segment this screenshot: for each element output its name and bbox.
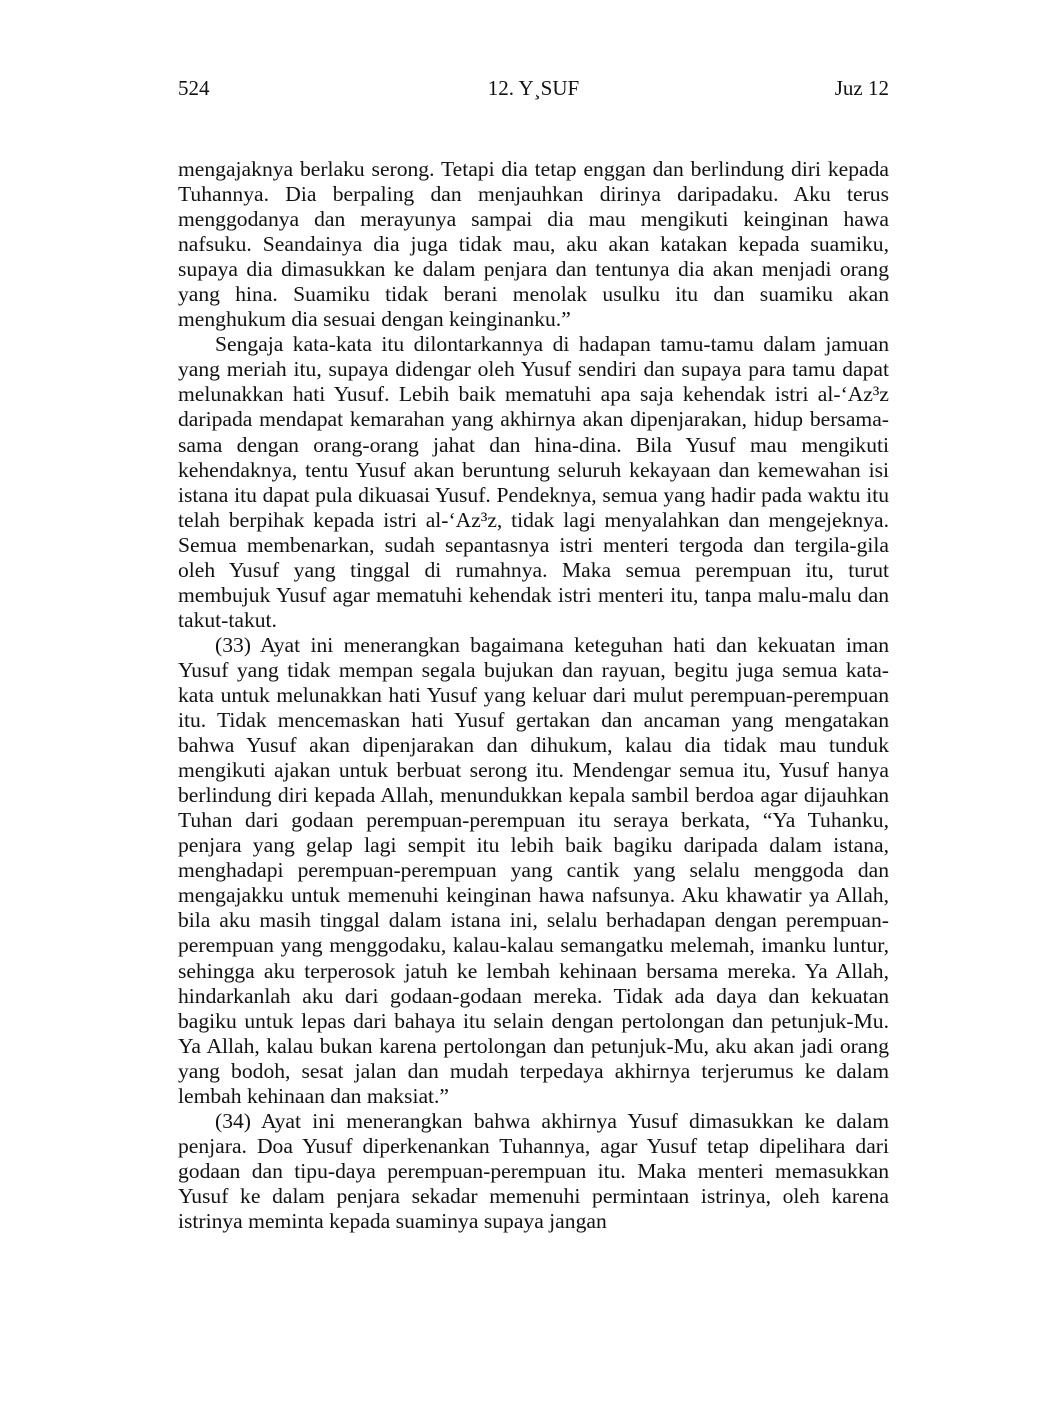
paragraph: Sengaja kata-kata itu dilontarkannya di hadapan tamu-tamu dalam jamuan yang meriah itu, supaya didengar oleh Yusuf sendiri dan supaya para tamu dapat melunakkan hati Yusuf. Lebih baik mematuhi apa saja kehendak istri al-‘Az³z daripada mendapat kemarahan yang akhirnya akan dipenjarakan, hidup bersama-sama dengan orang-orang jahat dan hina-dina. Bila Yusuf mau mengikuti kehendaknya, tentu Yusuf akan beruntung seluruh kekayaan dan kemewahan isi istana itu dapat pula dikuasai Yusuf. Pendeknya, semua yang hadir pada waktu itu telah berpihak kepada istri al-‘Az³z, tidak lagi menyalahkan dan mengejeknya. Semua membenarkan, sudah sepantasnya istri menteri tergoda dan tergila-gila oleh Yusuf yang tinggal di rumahnya. Maka semua perempuan itu, turut membujuk Yusuf agar mematuhi kehendak istri menteri itu, tanpa malu-malu dan takut-takut.	[178, 332, 889, 632]
page-number: 524	[178, 76, 210, 100]
running-header	[178, 76, 889, 104]
paragraph: mengajaknya berlaku serong. Tetapi dia tetap enggan dan berlindung diri kepada Tuhannya. Dia berpaling dan menjauhkan dirinya daripadaku. Aku terus menggodanya dan merayunya sampai dia mau mengikuti keinginan hawa nafsuku. Seandainya dia juga tidak mau, aku akan katakan kepada suamiku, supaya dia dimasukkan ke dalam penjara dan tentunya dia akan menjadi orang yang hina. Suamiku tidak berani menolak usulku itu dan suamiku akan menghukum dia sesuai dengan keinginanku.”	[178, 157, 889, 332]
paragraph: (34) Ayat ini menerangkan bahwa akhirnya Yusuf dimasukkan ke dalam penjara. Doa Yusuf diperkenankan Tuhannya, agar Yusuf tetap dipelihara dari godaan dan tipu-daya perempuan-perempuan itu. Maka menteri memasukkan Yusuf ke dalam penjara sekadar memenuhi permintaan istrinya, oleh karena istrinya meminta kepada suaminya supaya jangan	[178, 1108, 889, 1233]
chapter-title: 12. Y¸SUF	[487, 76, 580, 100]
paragraph: (33) Ayat ini menerangkan bagaimana keteguhan hati dan kekuatan iman Yusuf yang tidak mempan segala bujukan dan rayuan, begitu juga semua kata-kata untuk melunakkan hati Yusuf yang keluar dari mulut perempuan-perempuan itu. Tidak mencemaskan hati Yusuf gertakan dan ancaman yang mengatakan bahwa Yusuf akan dipenjarakan dan dihukum, kalau dia tidak mau tunduk mengikuti ajakan untuk berbuat serong itu. Mendengar semua itu, Yusuf hanya berlindung diri kepada Allah, menundukkan kepala sambil berdoa agar dijauhkan Tuhan dari godaan perempuan-perempuan itu seraya berkata, “Ya Tuhanku, penjara yang gelap lagi sempit itu lebih baik bagiku daripada dalam istana, menghadapi perempuan-perempuan yang cantik yang selalu menggoda dan mengajakku untuk memenuhi keinginan hawa nafsunya. Aku khawatir ya Allah, bila aku masih tinggal dalam istana ini, selalu berhadapan dengan perempuan-perempuan yang menggodaku, kalau-kalau semangatku melemah, imanku luntur, sehingga aku terperosok jatuh ke lembah kehinaan bersama mereka. Ya Allah, hindarkanlah aku dari godaan-godaan mereka. Tidak ada daya dan kekuatan bagiku untuk lepas dari bahaya itu selain dengan pertolongan dan petunjuk-Mu. Ya Allah, kalau bukan karena pertolongan dan petunjuk-Mu, aku akan jadi orang yang bodoh, sesat jalan dan mudah terpedaya akhirnya terjerumus ke dalam lembah kehinaan dan maksiat.”	[178, 632, 889, 1108]
juz-label: Juz 12	[834, 76, 889, 100]
body-text	[178, 157, 889, 1234]
